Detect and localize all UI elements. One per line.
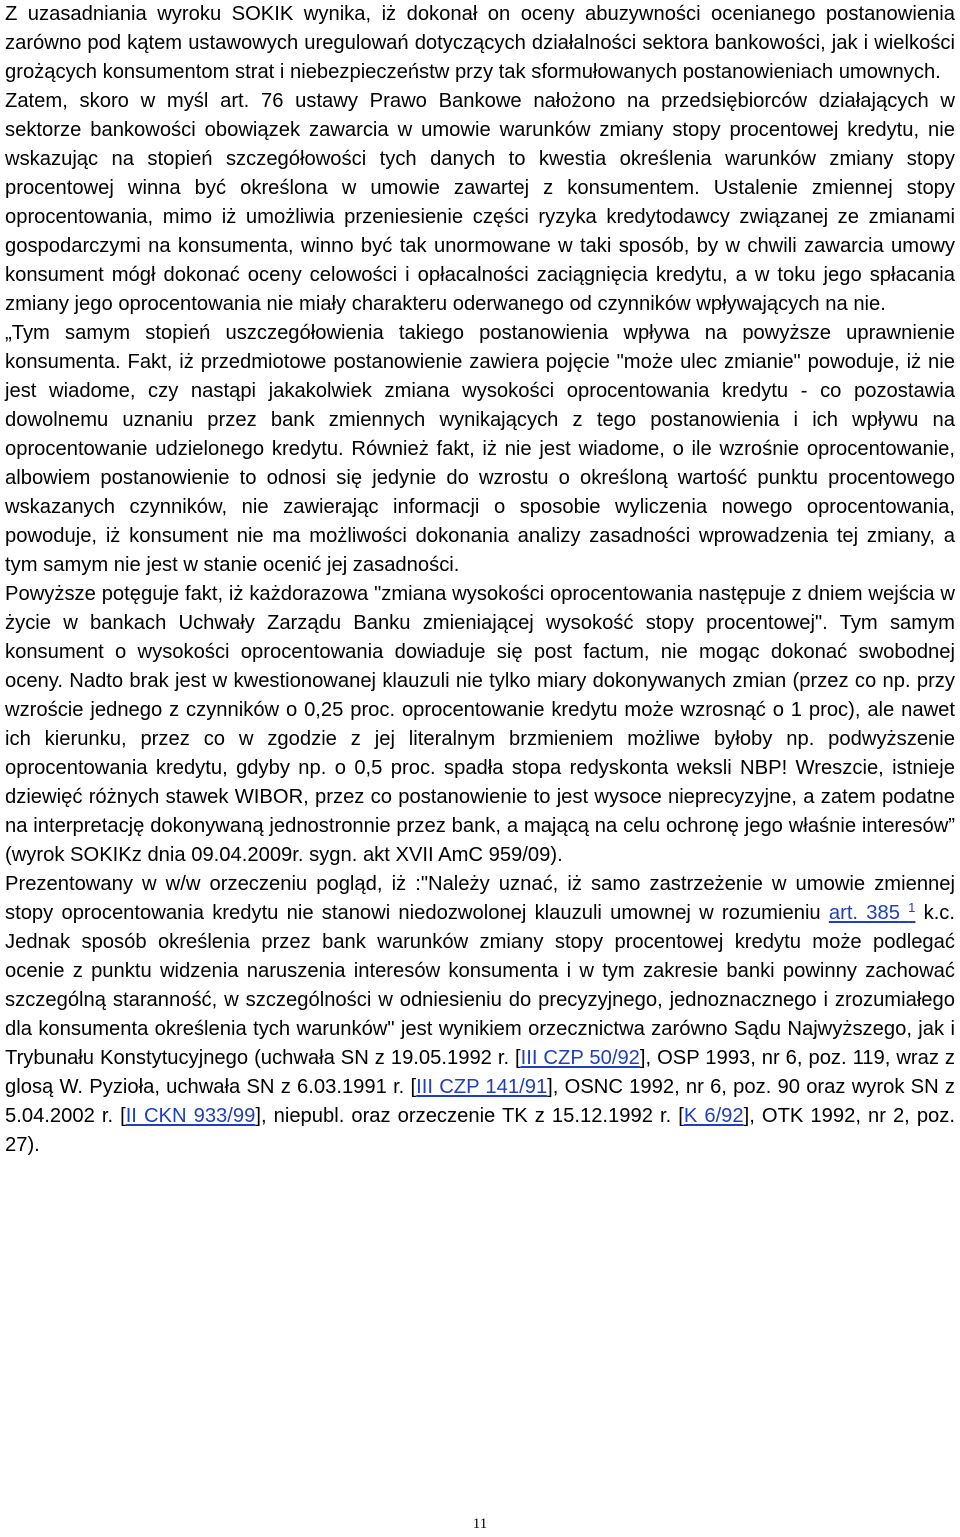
document-page [5,0,955,1160]
link-art-385-superscript: 1 [908,900,916,915]
link-art-385[interactable] [829,902,916,924]
link-iii-czp-50-92[interactable]: III CZP 50/92 [520,1047,640,1069]
paragraph-5 [5,870,955,1160]
paragraph-5-text-f: ], OTK 1992, nr 2, poz. 27). [5,1105,955,1156]
paragraph-5-text-d: ], OSNC 1992, nr 6, poz. 90 oraz wyrok SN z 5.04.2002 r. [ [5,1076,955,1127]
paragraph-5-text-c: ], OSP 1993, nr 6, poz. 119, wraz z glosą W. Pyzioła, uchwała SN z 6.03.1991 r. [ [5,1047,956,1098]
paragraph-5-text-b: k.c. Jednak sposób określenia przez bank warunków zmiany stopy procentowej kredytu może podlegać ocenie z punktu widzenia naruszenia interesów konsumenta i w tym zakresie banki powinny zachować szczególną staranność, w szczególności w odniesieniu do precyzyjnego, jednoznacznego i zrozumiałego dla konsumenta określenia tych warunków" jest wynikiem orzecznictwa zarówno Sądu Najwyższego, jak i Trybunału Konstytucyjnego (uchwała SN z 19.05.1992 r. [ [5,902,956,1069]
link-art-385-text: art. 385 [828,902,900,924]
link-iii-czp-141-91[interactable]: III CZP 141/91 [416,1076,548,1098]
paragraph-3-quote: „Tym samym stopień uszczegółowienia takiego postanowienia wpływa na powyższe uprawnienie konsumenta. Fakt, iż przedmiotowe postanowienie zawiera pojęcie "może ulec zmianie" powoduje, iż nie jest wiadome, czy nastąpi jakakolwiek zmiana wysokości oprocentowania kredytu - co pozostawia dowolnemu uznaniu przez bank zmiennych wynikających z tego postanowienia i ich wpływu na oprocentowanie udzielonego kredytu. Również fakt, iż nie jest wiadome, o ile wzrośnie oprocentowanie, albowiem postanowienie to odnosi się jedynie do wzrostu o określoną wartość punktu procentowego wskazanych czynników, nie zawierając informacji o sposobie wyliczenia nowego oprocentowania, powoduje, iż konsument nie ma możliwości dokonania analizy zasadności wprowadzenia tej zmiany, a tym samym nie jest w stanie ocenić jej zasadności. [5,322,955,576]
paragraph-1: Z uzasadniania wyroku SOKIK wynika, iż dokonał on oceny abuzywności ocenianego postanowienia zarówno pod kątem ustawowych uregulowań dotyczących działalności sektora bankowości, jak i wielkości grożących konsumentom strat i niebezpieczeństw przy tak sformułowanych postanowieniach umownych. [5,3,955,83]
paragraph-2: Zatem, skoro w myśl art. 76 ustawy Prawo Bankowe nałożono na przedsiębiorców działających w sektorze bankowości obowiązek zawarcia w umowie warunków zmiany stopy procentowej kredytu, nie wskazując na stopień szczegółowości tych danych to kwestia określenia warunków zmiany stopy procentowej winna być określona w umowie zawartej z konsumentem. Ustalenie zmiennej stopy oprocentowania, mimo iż umożliwia przeniesienie części ryzyka kredytodawcy związanej ze zmianami gospodarczymi na konsumenta, winno być tak unormowane w taki sposób, by w chwili zawarcia umowy konsument mógł dokonać oceny celowości i opłacalności zaciągnięcia kredytu, a w toku jego spłacania zmiany jego oprocentowania nie miały charakteru oderwanego od czynników wpływających na nie. [5,90,955,315]
link-ii-ckn-933-99[interactable]: II CKN 933/99 [125,1105,256,1127]
paragraph-5-text-e: ], niepubl. oraz orzeczenie TK z 15.12.1992 r. [ [255,1105,684,1127]
link-k-6-92[interactable]: K 6/92 [683,1105,744,1127]
paragraph-4: Powyższe potęguje fakt, iż każdorazowa "zmiana wysokości oprocentowania następuje z dniem wejścia w życie w bankach Uchwały Zarządu Banku zmieniającej wysokość stopy procentowej". Tym samym konsument o wysokości oprocentowania dowiaduje się post factum, nie mogąc dokonać swobodnej oceny. Nadto brak jest w kwestionowanej klauzuli nie tylko miary dokonywanych zmian (przez co np. przy wzroście jednego z czynników o 0,25 proc. oprocentowanie kredytu może wzrosnąć o 1 proc), ale nawet ich kierunku, przez co w zgodzie z jej literalnym brzmieniem możliwe byłoby np. podwyższenie oprocentowania kredytu, gdyby np. o 0,5 proc. spadła stopa redyskonta weksli NBP! Wreszcie, istnieje dziewięć różnych stawek WIBOR, przez co postanowienie to jest wysoce nieprecyzyjne, a zatem podatne na interpretację dokonywaną jednostronnie przez bank, a mającą na celu ochronę jego właśnie interesów” (wyrok SOKIKz dnia 09.04.2009r. sygn. akt XVII AmC 959/09). [5,583,955,866]
page-number: 11 [472,1516,488,1532]
paragraph-5-text-a: Prezentowany w w/w orzeczeniu pogląd, iż :"Należy uznać, iż samo zastrzeżenie w umowie zmiennej stopy oprocentowania kredytu nie stanowi niedozwolonej klauzuli umownej w rozumieniu [5,873,955,924]
